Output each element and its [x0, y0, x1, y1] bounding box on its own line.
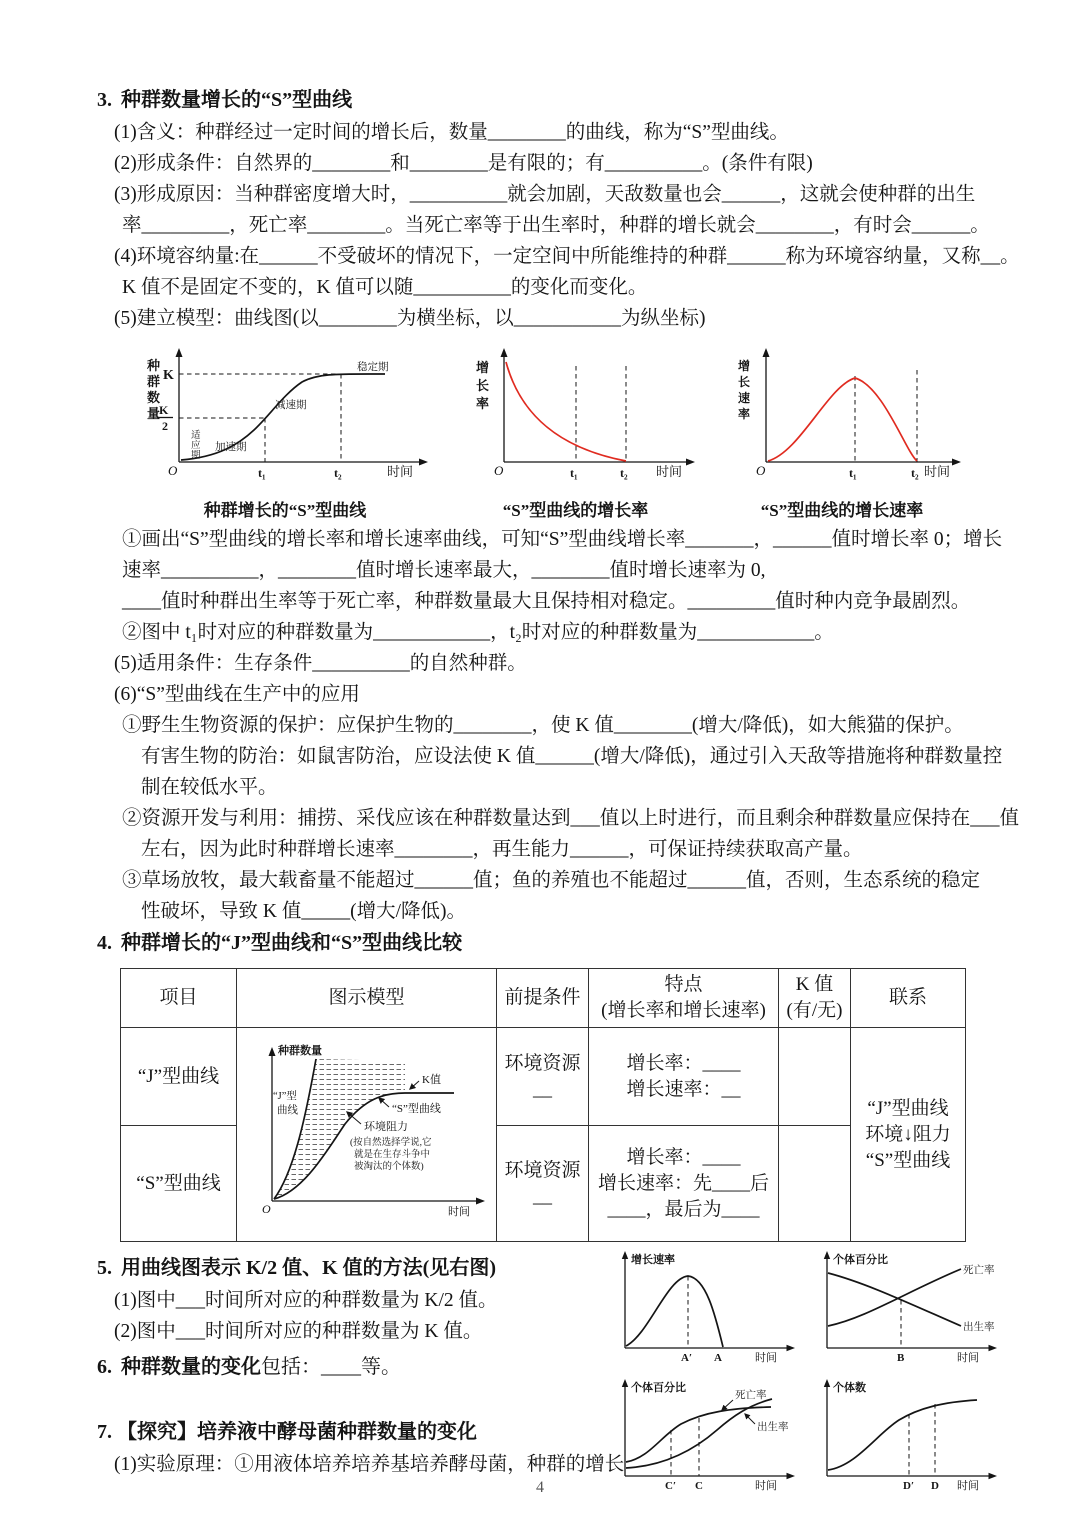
chart-caption: 种群增长的“S”型曲线: [203, 501, 367, 520]
x-axis-label: 时间: [755, 1352, 777, 1364]
phase-label-adapt: 适: [191, 431, 201, 441]
figure-growth-rate: [450, 342, 702, 522]
x-axis-label: 时间: [387, 464, 414, 479]
section3-heading: [97, 84, 1002, 117]
text-line: 率_________，死亡率________。当死亡率等于出生率时，种群的增长就会________，有时会______。: [122, 215, 990, 236]
j-curve-label: 曲线: [277, 1104, 298, 1116]
phase-label-decel: 减速期: [275, 400, 307, 411]
y-axis-label: 数: [147, 390, 161, 405]
x-axis-label: 时间: [957, 1352, 979, 1364]
growth-speed-chart: [716, 342, 968, 494]
k-value-label: K值: [422, 1073, 441, 1086]
k-half-numerator: K: [159, 403, 169, 417]
k-value-cell-j: [779, 1028, 851, 1126]
model-chart-cell: [237, 1028, 497, 1242]
relation-cell: [851, 1028, 966, 1242]
text-line: ____值时种群出生率等于死亡率，种群数量最大且保持相对稳定。_________值时种内竞争最剧烈。: [122, 591, 971, 612]
relation-line: “S”型曲线: [865, 1149, 951, 1171]
chart-caption: “S”型曲线的增长率: [502, 501, 649, 520]
t1-tick-label: t₁: [258, 466, 266, 480]
col-header-precondition: 前提条件: [497, 969, 589, 1028]
tick-label: B: [897, 1352, 905, 1364]
comparison-table: [120, 968, 966, 1242]
tick-label: C′: [665, 1480, 677, 1492]
tick-label: A: [714, 1352, 722, 1364]
side-charts-grid: [609, 1246, 999, 1494]
y-axis-label: 率: [475, 396, 489, 411]
y-axis-label: 增长速率: [631, 1254, 675, 1266]
x-axis-label: 时间: [448, 1205, 470, 1218]
text-line: (5)建立模型：曲线图(以________为横坐标，以___________为纵坐标): [114, 308, 706, 329]
feature-growth-rate: 增长率：____: [626, 1052, 741, 1074]
t2-tick-label: t₂: [619, 466, 628, 480]
text-line: 有害生物的防治：如鼠害防治，应设法使 K 值______(增大/降低)，通过引入天敌等措施将种群数量控: [141, 746, 1003, 767]
text-line: ③草场放牧，最大载畜量不能超过______值；鱼的养殖也不能超过______值，否则，生态系统的稳定: [122, 870, 981, 891]
phase-label-adapt: 期: [191, 451, 201, 461]
text-line: (2)图中___时间所对应的种群数量为 K 值。: [114, 1321, 483, 1342]
text-line: (1)图中___时间所对应的种群数量为 K/2 值。: [114, 1290, 498, 1311]
y-axis-label: 种: [147, 358, 161, 373]
figure-s-growth-curve: [135, 342, 435, 522]
environment-resistance-label: 环境阻力: [364, 1120, 408, 1133]
y-axis-label: 群: [147, 374, 161, 389]
page-content: [97, 84, 1020, 1494]
precondition-cell-s: [497, 1126, 589, 1242]
origin-label: O: [262, 1201, 271, 1216]
y-axis-label: 长: [738, 375, 751, 389]
figure-growth-speed: [716, 342, 968, 522]
section7-number: 7.: [97, 1421, 112, 1443]
k-half-denominator: 2: [162, 419, 168, 433]
feature-growth-speed-cont: ____，最后为____: [607, 1198, 760, 1220]
y-axis-label: 个体百分比: [631, 1382, 686, 1394]
precondition-blank: __: [533, 1078, 552, 1100]
s-growth-curve-chart: [135, 342, 435, 494]
section5-number: 5.: [97, 1257, 112, 1279]
text-line: (1)含义：种群经过一定时间的增长后，数量________的曲线，称为“S”型曲线。: [114, 122, 789, 143]
y-axis-label: 种群数量: [278, 1044, 322, 1057]
row-label-j-curve: “J”型曲线: [121, 1028, 237, 1126]
y-axis-label: 增: [738, 359, 751, 373]
tick-label: A′: [681, 1352, 693, 1364]
tick-label: D′: [903, 1480, 915, 1492]
j-curve-label: “J”型: [273, 1090, 297, 1102]
phase-label-adapt: 应: [191, 441, 201, 451]
col-header-feature: [589, 969, 779, 1028]
text-line: (5)适用条件：生存条件__________的自然种群。: [114, 653, 527, 674]
text-line: (1)实验原理：①用液体培养培养基培养酵母菌，种群的增长: [114, 1454, 625, 1475]
feature-cell-s: [589, 1126, 779, 1242]
text-line: ②图中 t₁时对应的种群数量为____________，t₂时对应的种群数量为____________。: [122, 622, 834, 643]
text-line: (6)“S”型曲线在生产中的应用: [114, 684, 360, 705]
birth-death-rate-chart-2: [609, 1374, 797, 1494]
birth-rate-label: 出生率: [757, 1422, 789, 1433]
relation-line: 环境↓阻力: [865, 1123, 951, 1145]
t2-tick-label: t₂: [334, 466, 342, 480]
text-line: 速率__________，________值时增长速率最大，________值时增长速率为 0,: [122, 560, 766, 581]
death-rate-label: 死亡率: [963, 1265, 995, 1276]
origin-label: O: [493, 463, 503, 478]
y-axis-label: 量: [147, 406, 161, 421]
precondition-text: 环境资源: [504, 1052, 581, 1074]
phase-label-stable: 稳定期: [357, 362, 389, 373]
growth-speed-time-chart: [609, 1246, 797, 1366]
death-rate-label: 死亡率: [735, 1390, 767, 1401]
feature-cell-j: [589, 1028, 779, 1126]
section6-number: 6.: [97, 1356, 112, 1378]
resistance-note: 被淘汰的个体数): [354, 1161, 424, 1172]
section5-title: 用曲线图表示 K/2 值、K 值的方法(见右图): [121, 1257, 496, 1279]
section7-title: 【探究】培养液中酵母菌种群数量的变化: [117, 1421, 477, 1443]
origin-label: O: [756, 463, 766, 478]
t1-tick-label: t₁: [569, 466, 578, 480]
y-axis-label: 增: [475, 360, 489, 375]
text-line: 制在较低水平。: [141, 777, 278, 798]
section4-heading: [97, 927, 1002, 960]
precondition-cell-j: [497, 1028, 589, 1126]
x-axis-label: 时间: [957, 1480, 979, 1492]
y-axis-label: 率: [738, 407, 751, 421]
section3-title: 种群数量增长的“S”型曲线: [121, 89, 353, 111]
x-axis-label: 时间: [924, 464, 951, 479]
text-line: (3)形成原因：当种群密度增大时，__________就会加剧，天敌数量也会______，这就会使种群的出生: [114, 184, 976, 205]
resistance-note: (按自然选择学说,它: [350, 1137, 432, 1148]
tick-label: C: [695, 1480, 703, 1492]
t2-tick-label: t₂: [911, 466, 919, 480]
y-axis-label: 个体数: [833, 1382, 866, 1394]
x-axis-label: 时间: [755, 1480, 777, 1492]
section3-number: 3.: [97, 89, 112, 111]
individual-count-chart: [811, 1374, 999, 1494]
y-axis-label: 个体百分比: [833, 1254, 888, 1266]
col-header-k-line2: (有/无): [786, 1000, 843, 1021]
x-axis-label: 时间: [655, 464, 682, 479]
text-line: K 值不是固定不变的，K 值可以随__________的变化而变化。: [122, 277, 648, 298]
resistance-note: 就是在生存斗争中: [354, 1149, 431, 1160]
text-line: 性破坏，导致 K 值_____(增大/降低)。: [141, 901, 466, 922]
feature-growth-speed: 增长速率：__: [626, 1078, 741, 1100]
section4-number: 4.: [97, 932, 112, 954]
section4-title: 种群增长的“J”型曲线和“S”型曲线比较: [121, 932, 463, 954]
origin-label: O: [168, 463, 178, 478]
col-header-relation: 联系: [851, 969, 966, 1028]
col-header-k-line1: K 值: [795, 974, 834, 995]
row-label-s-curve: “S”型曲线: [121, 1126, 237, 1242]
model-charts-row: [97, 334, 1002, 524]
k-value-label: K: [163, 368, 174, 383]
precondition-text: 环境资源: [504, 1159, 581, 1181]
birth-death-rate-chart: [811, 1246, 999, 1366]
phase-label-accel: 加速期: [215, 442, 247, 453]
col-header-k-value: [779, 969, 851, 1028]
col-header-item: 项目: [121, 969, 237, 1028]
text-line: (4)环境容纳量:在______不受破坏的情况下，一定空间中所能维持的种群______称为环境容纳量，又称__。: [114, 246, 1020, 267]
text-line: ①画出“S”型曲线的增长率和增长速率曲线，可知“S”型曲线增长率_______，______值时增长率 0；增长: [122, 529, 1003, 550]
page-number: 4: [536, 1479, 544, 1496]
col-header-feature-line1: 特点: [664, 974, 703, 995]
growth-rate-chart: [450, 342, 702, 494]
y-axis-label: 速: [738, 391, 751, 405]
feature-growth-rate: 增长率：____: [626, 1146, 741, 1168]
t1-tick-label: t₁: [849, 466, 857, 480]
feature-growth-speed: 增长速率：先____后: [597, 1172, 769, 1194]
section5-heading: [97, 1252, 609, 1285]
bottom-left-text: [97, 1252, 625, 1494]
section6-heading: [97, 1351, 609, 1384]
birth-rate-label: 出生率: [963, 1322, 995, 1333]
text-line: 左右，因为此时种群增长速率________，再生能力______，可保证持续获取高产量。: [141, 839, 863, 860]
section7-heading: [97, 1416, 609, 1449]
tick-label: D: [931, 1480, 939, 1492]
y-axis-label: 长: [475, 378, 489, 393]
j-vs-s-curve-chart: [242, 1037, 492, 1225]
bottom-section: [97, 1252, 1002, 1494]
col-header-model: 图示模型: [237, 969, 497, 1028]
s-curve-label: “S”型曲线: [392, 1102, 441, 1115]
text-line: ①野生生物资源的保护：应保护生物的________，使 K 值________(增大/降低)，如大熊猫的保护。: [122, 715, 964, 736]
col-header-feature-line2: (增长率和增长速率): [601, 1000, 766, 1021]
text-line: ②资源开发与利用：捕捞、采伐应该在种群数量达到___值以上时进行，而且剩余种群数量应保持在___值: [122, 808, 1020, 829]
section6-title: 种群数量的变化: [121, 1356, 261, 1378]
relation-line: “J”型曲线: [867, 1097, 949, 1119]
chart-caption: “S”型曲线的增长速率: [760, 501, 924, 520]
section6-title-rest: 包括：____等。: [261, 1356, 401, 1378]
text-line: (2)形成条件：自然界的________和________是有限的；有__________。(条件有限): [114, 153, 813, 174]
precondition-blank: __: [533, 1185, 552, 1207]
k-value-cell-s: [779, 1126, 851, 1242]
